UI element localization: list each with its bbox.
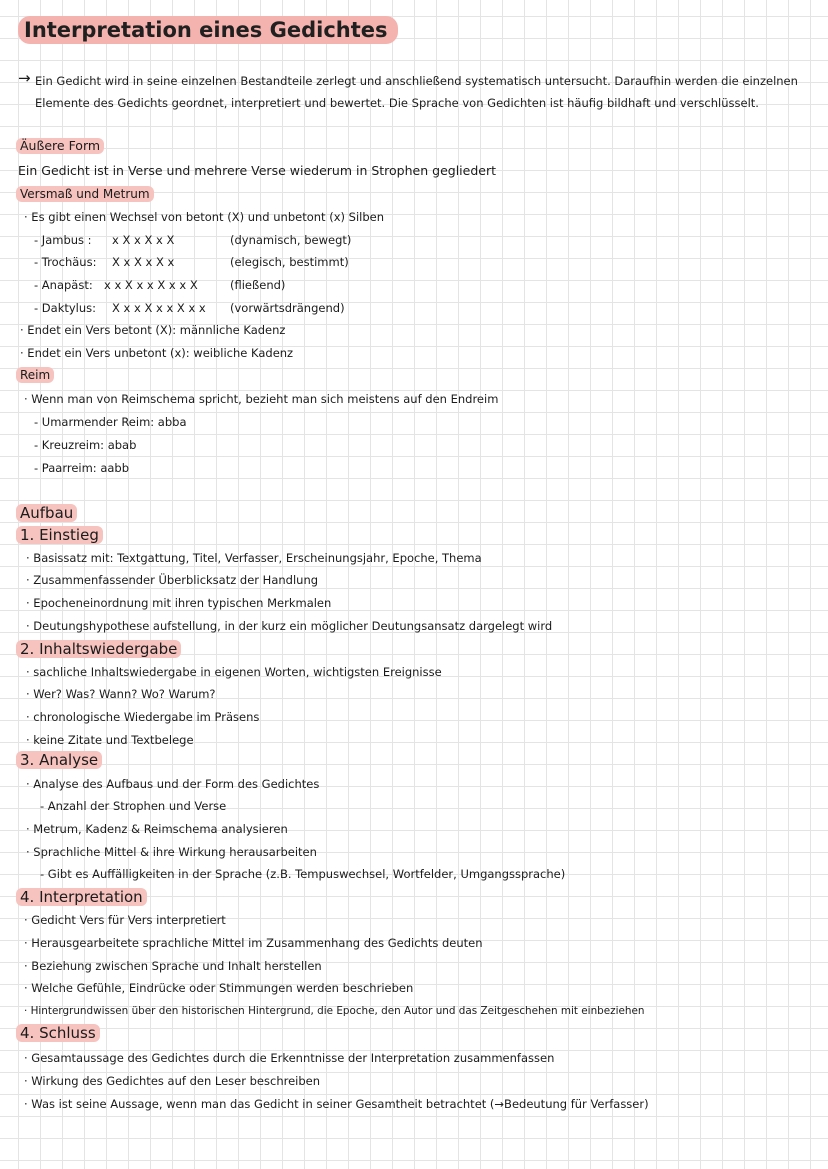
intro-line-2: Elemente des Gedichts geordnet, interpretiert und bewertet. Die Sprache von Gedichten ist häufig bildhaft und verschlüsselt. (35, 96, 759, 110)
section-heading-conclusion: 4. Schluss (16, 1024, 100, 1042)
meter-pattern: X x x X x x X x x (112, 301, 206, 315)
list-item: · keine Zitate und Textbelege (26, 733, 194, 747)
list-item: · Analyse des Aufbaus und der Form des Gedichtes (26, 777, 320, 791)
meter-name: - Daktylus: (34, 301, 97, 315)
list-item: · Hintergrundwissen über den historischen Hintergrund, die Epoche, den Autor und das Zeitgeschehen mit einbeziehen (24, 1005, 645, 1017)
meter-description: (dynamisch, bewegt) (230, 233, 352, 247)
list-item: - Gibt es Auffälligkeiten in der Sprache (z.B. Tempuswechsel, Wortfelder, Umgangssprache) (40, 867, 566, 881)
meter-description: (elegisch, bestimmt) (230, 255, 349, 269)
meter-description: (vorwärtsdrängend) (230, 301, 345, 315)
list-item: · Was ist seine Aussage, wenn man das Gedicht in seiner Gesamtheit betrachtet (→Bedeutung für Verfasser) (24, 1097, 649, 1111)
section-heading-interpretation: 4. Interpretation (16, 888, 147, 906)
meter-name: - Trochäus: (34, 255, 97, 269)
section-heading-intro: 1. Einstieg (16, 526, 103, 544)
list-item: · chronologische Wiedergabe im Präsens (26, 710, 260, 724)
list-item: · Zusammenfassender Überblicksatz der Handlung (26, 573, 319, 587)
list-item: · Deutungshypothese aufstellung, in der kurz ein möglicher Deutungsansatz dargelegt wird (26, 619, 553, 633)
cadence-female: · Endet ein Vers unbetont (x): weibliche Kadenz (20, 346, 294, 360)
page-title: Interpretation eines Gedichtes (18, 16, 398, 44)
list-item: · Wirkung des Gedichtes auf den Leser beschreiben (24, 1074, 321, 1088)
list-item: · Wer? Was? Wann? Wo? Warum? (26, 687, 216, 701)
list-item: · Herausgearbeitete sprachliche Mittel im Zusammenhang des Gedichts deuten (24, 936, 483, 950)
list-item: · sachliche Inhaltswiedergabe in eigenen Worten, wichtigsten Ereignisse (26, 665, 442, 679)
subheading-meter: Versmaß und Metrum (16, 186, 154, 202)
arrow-icon: → (18, 69, 31, 87)
section-heading-analysis: 3. Analyse (16, 751, 102, 769)
meter-name: - Jambus : (34, 233, 92, 247)
list-item: · Welche Gefühle, Eindrücke oder Stimmungen werden beschrieben (24, 981, 414, 995)
meter-pattern: X x X x X x (112, 255, 175, 269)
subheading-rhyme: Reim (16, 367, 54, 383)
meter-description: (fließend) (230, 278, 286, 292)
list-item: · Metrum, Kadenz & Reimschema analysieren (26, 822, 288, 836)
list-item: - Anzahl der Strophen und Verse (40, 799, 227, 813)
list-item: · Beziehung zwischen Sprache und Inhalt herstellen (24, 959, 322, 973)
list-item: · Basissatz mit: Textgattung, Titel, Verfasser, Erscheinungsjahr, Epoche, Thema (26, 551, 482, 565)
list-item: · Epocheneinordnung mit ihren typischen Merkmalen (26, 596, 332, 610)
list-item: · Gesamtaussage des Gedichtes durch die Erkenntnisse der Interpretation zusammenfassen (24, 1051, 555, 1065)
meter-pattern: x x X x x X x x X (104, 278, 198, 292)
meter-intro: · Es gibt einen Wechsel von betont (X) und unbetont (x) Silben (24, 210, 384, 224)
section-heading-form: Äußere Form (16, 138, 104, 154)
meter-pattern: x X x X x X (112, 233, 175, 247)
form-text: Ein Gedicht ist in Verse und mehrere Verse wiederum in Strophen gegliedert (18, 163, 496, 178)
rhyme-item: - Kreuzreim: abab (34, 438, 137, 452)
cadence-male: · Endet ein Vers betont (X): männliche Kadenz (20, 323, 286, 337)
rhyme-item: - Paarreim: aabb (34, 461, 130, 475)
rhyme-item: - Umarmender Reim: abba (34, 415, 187, 429)
section-heading-content: 2. Inhaltswiedergabe (16, 640, 181, 658)
list-item: · Sprachliche Mittel & ihre Wirkung herausarbeiten (26, 845, 317, 859)
list-item: · Gedicht Vers für Vers interpretiert (24, 913, 226, 927)
rhyme-intro: · Wenn man von Reimschema spricht, bezieht man sich meistens auf den Endreim (24, 392, 499, 406)
section-heading-structure: Aufbau (16, 504, 77, 522)
intro-line-1: Ein Gedicht wird in seine einzelnen Bestandteile zerlegt und anschließend systematisch untersucht. Daraufhin werden die einzelnen (35, 74, 798, 88)
meter-name: - Anapäst: (34, 278, 93, 292)
